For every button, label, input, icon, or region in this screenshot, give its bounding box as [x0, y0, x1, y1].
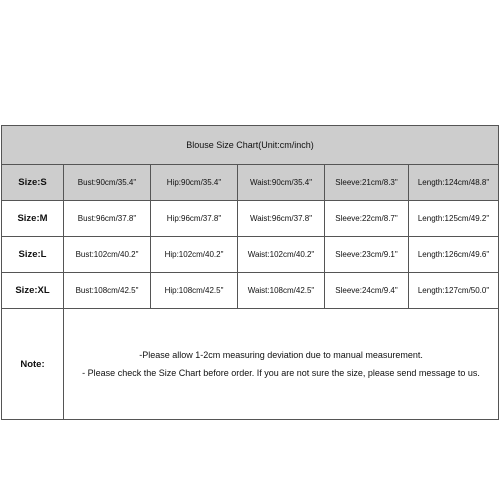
table-row-size-l [2, 237, 499, 273]
table-row-size-m [2, 201, 499, 237]
chart-title: Blouse Size Chart(Unit:cm/inch) [2, 126, 499, 165]
sleeve-cell: Sleeve:21cm/8.3" [325, 165, 409, 201]
length-cell: Length:126cm/49.6" [409, 237, 499, 273]
length-cell: Length:127cm/50.0" [409, 273, 499, 309]
note-text [64, 309, 499, 420]
waist-cell: Waist:96cm/37.8" [238, 201, 325, 237]
sleeve-cell: Sleeve:22cm/8.7" [325, 201, 409, 237]
length-cell: Length:124cm/48.8" [409, 165, 499, 201]
sleeve-cell: Sleeve:24cm/9.4" [325, 273, 409, 309]
size-label: Size:M [2, 201, 64, 237]
title-row [2, 126, 499, 165]
waist-cell: Waist:102cm/40.2" [238, 237, 325, 273]
note-row [2, 309, 499, 420]
hip-cell: Hip:90cm/35.4" [151, 165, 238, 201]
sleeve-cell: Sleeve:23cm/9.1" [325, 237, 409, 273]
hip-cell: Hip:108cm/42.5" [151, 273, 238, 309]
size-label: Size:S [2, 165, 64, 201]
note-line-1: -Please allow 1-2cm measuring deviation due to manual measurement. [139, 350, 423, 360]
hip-cell: Hip:96cm/37.8" [151, 201, 238, 237]
size-label: Size:L [2, 237, 64, 273]
hip-cell: Hip:102cm/40.2" [151, 237, 238, 273]
note-line-2: - Please check the Size Chart before order. If you are not sure the size, please send message to us. [82, 368, 480, 378]
size-chart-table [1, 125, 499, 420]
note-label: Note: [2, 309, 64, 420]
table-row-size-xl [2, 273, 499, 309]
waist-cell: Waist:90cm/35.4" [238, 165, 325, 201]
waist-cell: Waist:108cm/42.5" [238, 273, 325, 309]
size-label: Size:XL [2, 273, 64, 309]
bust-cell: Bust:102cm/40.2" [64, 237, 151, 273]
bust-cell: Bust:108cm/42.5" [64, 273, 151, 309]
length-cell: Length:125cm/49.2" [409, 201, 499, 237]
table-row-size-s [2, 165, 499, 201]
bust-cell: Bust:96cm/37.8" [64, 201, 151, 237]
bust-cell: Bust:90cm/35.4" [64, 165, 151, 201]
